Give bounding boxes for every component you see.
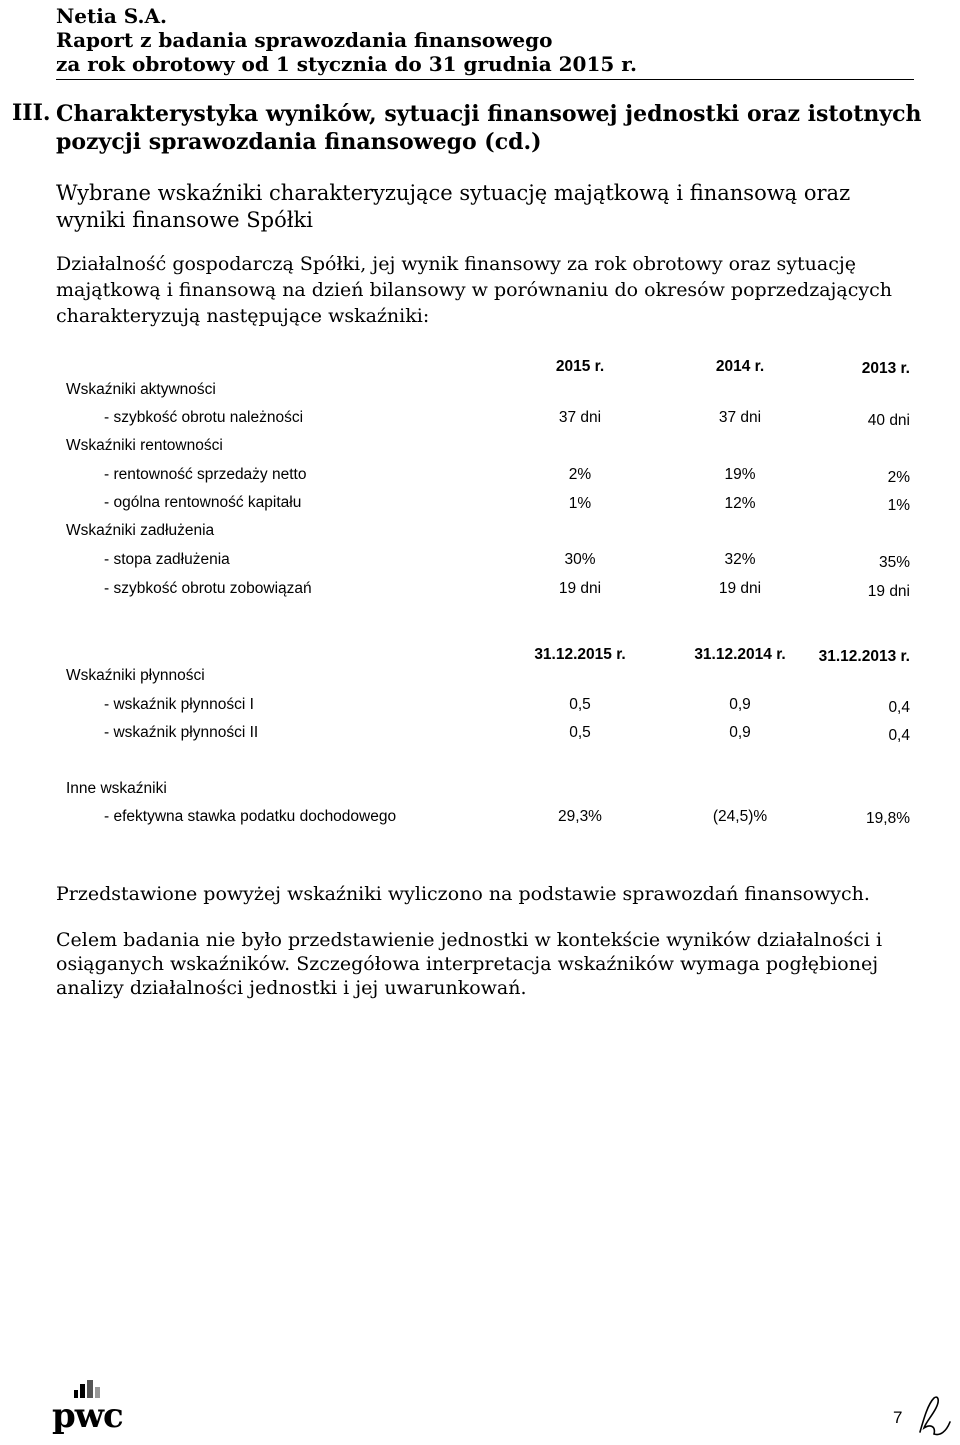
cell-value: 40 dni	[867, 412, 910, 429]
pwc-logo: pwc	[52, 1396, 123, 1436]
cell-value: 35%	[878, 554, 910, 571]
cell-value: 19 dni	[558, 580, 602, 597]
cell-value: 0,5	[569, 724, 591, 741]
cell-value: 0,5	[569, 696, 591, 713]
section-number: III.	[12, 100, 51, 126]
cell-value: 37 dni	[558, 409, 602, 426]
column-header: 31.12.2015 r.	[534, 646, 626, 663]
company-name: Netia S.A.	[56, 4, 167, 28]
cell-value: 0,4	[888, 727, 910, 744]
cell-value: 19%	[724, 466, 756, 483]
column-header: 31.12.2013 r.	[818, 648, 910, 665]
cell-value: 0,4	[888, 699, 910, 716]
row-label: - wskaźnik płynności II	[104, 724, 259, 741]
group-label: Wskaźniki zadłużenia	[66, 522, 215, 539]
cell-value: 0,9	[729, 724, 751, 741]
column-header: 31.12.2014 r.	[694, 646, 786, 663]
cell-value: 19,8%	[866, 810, 910, 827]
cell-value: 12%	[724, 495, 756, 512]
report-title-line2: za rok obrotowy od 1 stycznia do 31 grudnia 2015 r.	[56, 52, 637, 76]
row-label: - wskaźnik płynności I	[104, 696, 254, 713]
cell-value: 19 dni	[867, 583, 910, 600]
page-number: 7	[893, 1408, 903, 1427]
note-paragraph: Celem badania nie było przedstawienie jednostki w kontekście wyników działalności i osiąganych wskaźników. Szczegółowa interpretacja wskaźników wymaga pogłębionej analizy działalności jednostki i jej uwarunkowań.	[56, 929, 883, 999]
cell-value: 29,3%	[558, 808, 602, 825]
column-header: 2014 r.	[715, 358, 765, 375]
row-label: - rentowność sprzedaży netto	[104, 466, 307, 483]
cell-value: 2%	[568, 466, 592, 483]
cell-value: 19 dni	[718, 580, 762, 597]
group-label: Wskaźniki rentowności	[66, 437, 223, 454]
note-paragraph: Przedstawione powyżej wskaźniki wyliczono na podstawie sprawozdań finansowych.	[56, 883, 870, 905]
cell-value: (24,5)%	[712, 808, 768, 825]
row-label: - szybkość obrotu należności	[104, 409, 304, 426]
cell-value: 1%	[887, 497, 910, 514]
cell-value: 2%	[887, 469, 910, 486]
row-label: - stopa zadłużenia	[104, 551, 230, 568]
group-label: Wskaźniki płynności	[66, 667, 205, 684]
row-label: - szybkość obrotu zobowiązań	[104, 580, 312, 597]
cell-value: 32%	[724, 551, 756, 568]
group-label: Inne wskaźniki	[66, 780, 167, 797]
cell-value: 30%	[564, 551, 596, 568]
column-header: 2015 r.	[555, 358, 605, 375]
row-label: - ogólna rentowność kapitału	[104, 494, 302, 511]
header-rule	[56, 79, 914, 80]
group-label: Wskaźniki aktywności	[66, 381, 216, 398]
report-title-line1: Raport z badania sprawozdania finansowego	[56, 28, 553, 52]
cell-value: 37 dni	[718, 409, 762, 426]
section-title: Charakterystyka wyników, sytuacji finansowej jednostki oraz istotnych pozycji sprawozdania finansowego (cd.)	[56, 101, 922, 155]
cell-value: 1%	[568, 495, 592, 512]
handwritten-initials-icon	[912, 1392, 956, 1440]
cell-value: 0,9	[729, 696, 751, 713]
column-header: 2013 r.	[861, 360, 910, 377]
row-label: - efektywna stawka podatku dochodowego	[104, 808, 397, 825]
intro-paragraph: Działalność gospodarczą Spółki, jej wynik finansowy za rok obrotowy oraz sytuację majątkową i finansową na dzień bilansowy w porównaniu do okresów poprzedzających charakteryzują następujące wskaźniki:	[56, 253, 892, 327]
subsection-title: Wybrane wskaźniki charakteryzujące sytuację majątkową i finansową oraz wyniki finansowe Spółki	[56, 181, 851, 232]
